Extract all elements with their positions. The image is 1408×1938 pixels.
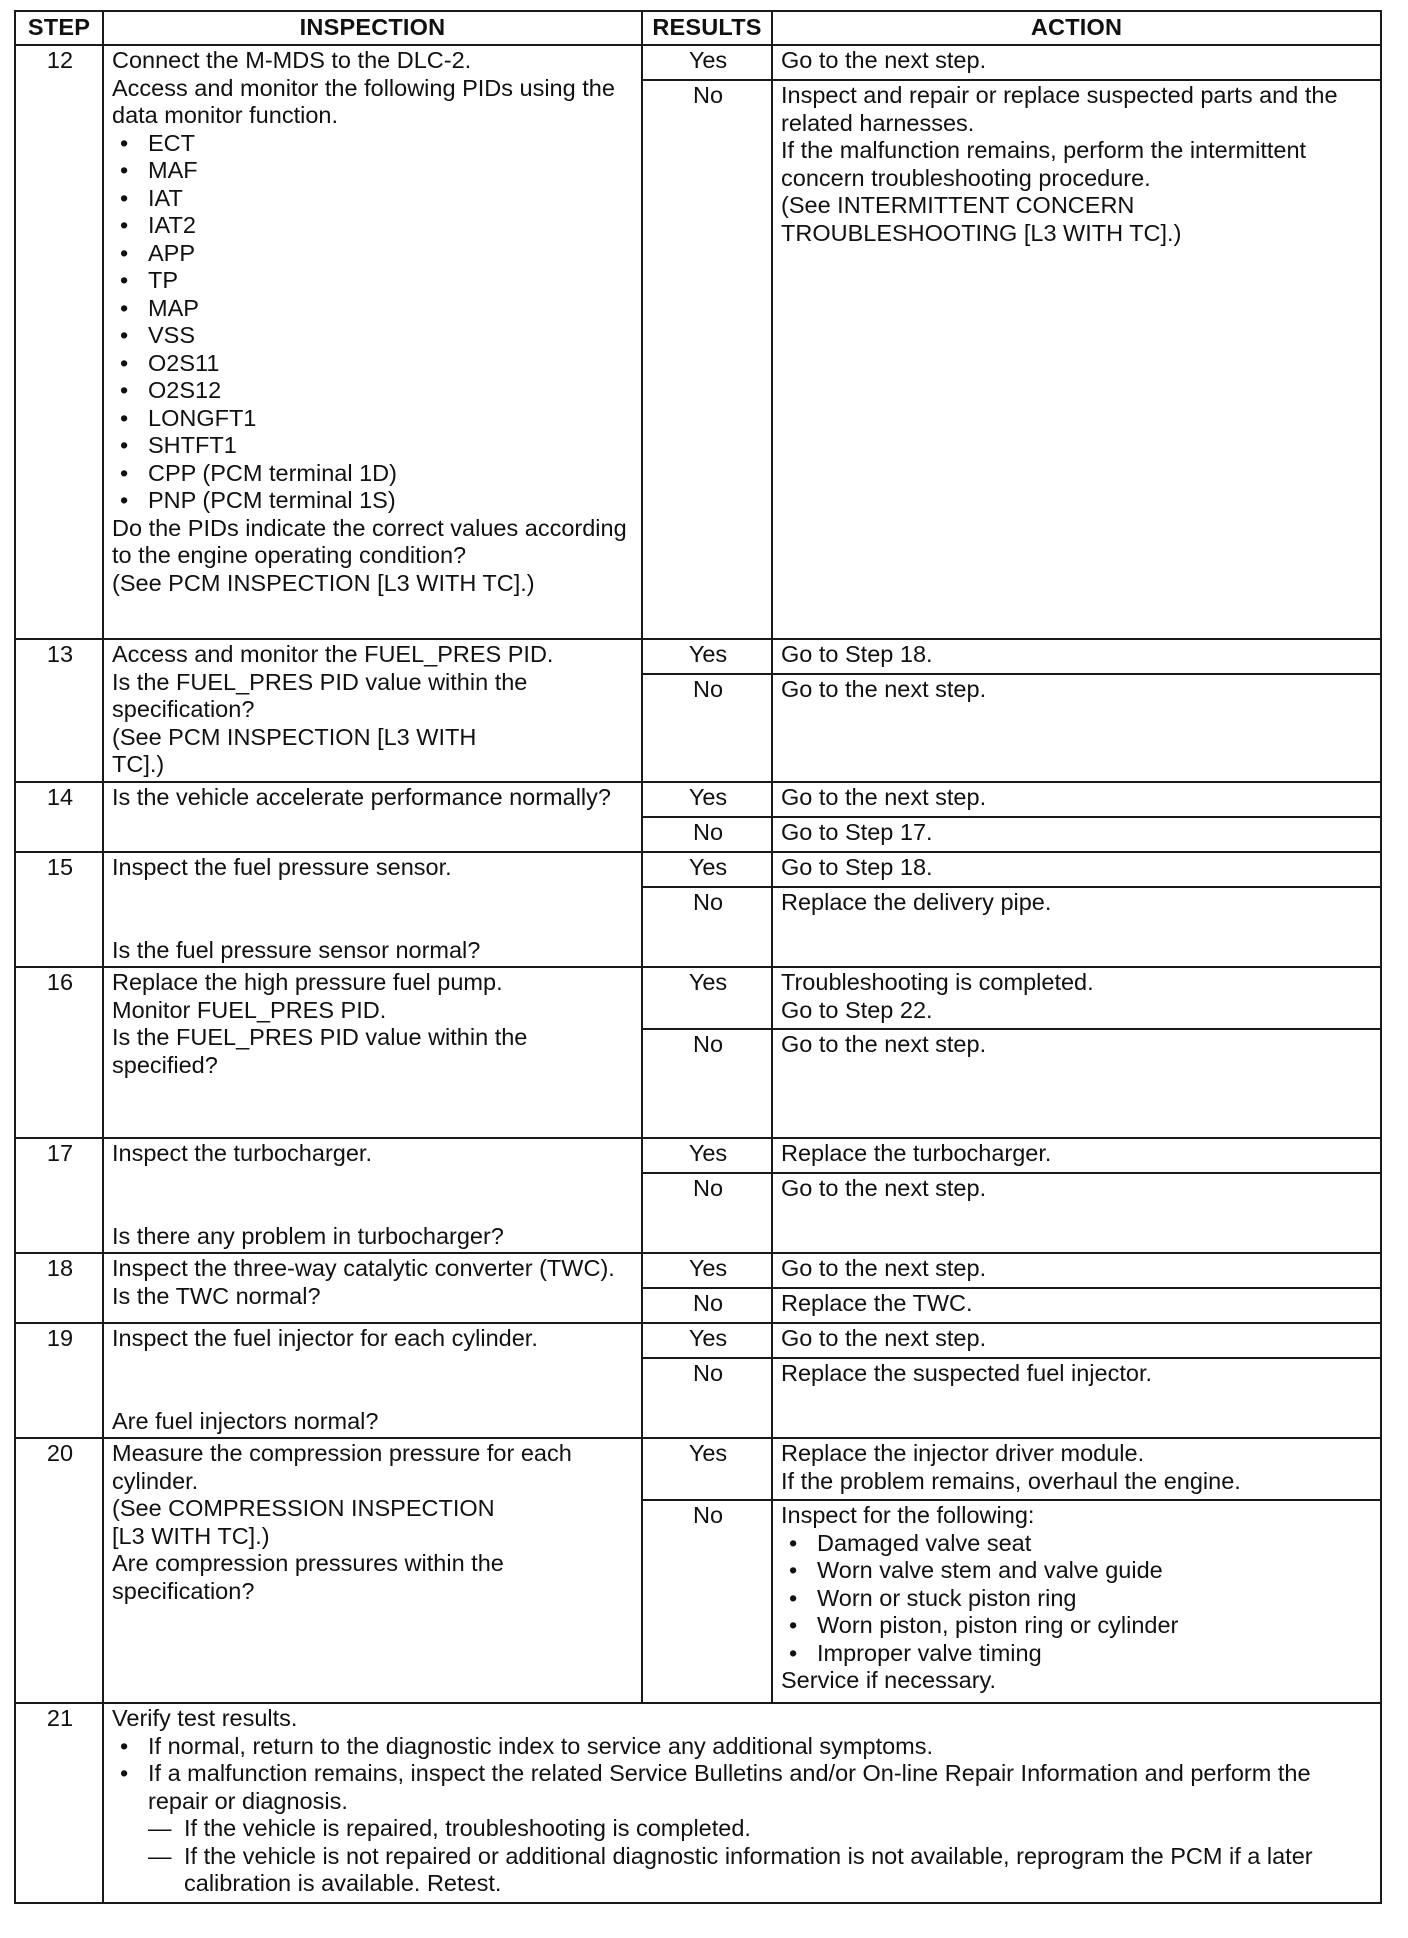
- action-yes: Go to the next step.: [772, 45, 1381, 80]
- inspection-line: Measure the compression pressure for each cylinder.: [112, 1440, 572, 1494]
- verify-item: [148, 1760, 1374, 1898]
- action-line: Troubleshooting is completed.: [781, 969, 1094, 995]
- verify-sublist: [148, 1815, 1374, 1898]
- action-no: [772, 1500, 1381, 1703]
- pid-item: • VSS: [148, 322, 635, 350]
- step-number: 19: [15, 1323, 103, 1438]
- result-yes: Yes: [642, 782, 772, 817]
- action-yes: [772, 1438, 1381, 1500]
- step-18-inspection: [103, 1253, 642, 1323]
- inspection-line: Is the FUEL_PRES PID value within the specification?: [112, 668, 528, 722]
- result-yes: Yes: [642, 967, 772, 1029]
- action-no: Go to the next step.: [772, 1029, 1381, 1138]
- inspect-item: • Worn valve stem and valve guide: [817, 1557, 1374, 1585]
- result-no: No: [642, 1500, 772, 1703]
- result-yes: Yes: [642, 1323, 772, 1358]
- step-16-inspection: [103, 967, 642, 1138]
- step-19-yes-row: [15, 1323, 1381, 1358]
- inspection-reference: (See PCM INSPECTION [L3 WITH TC].): [112, 723, 477, 777]
- step-number: 18: [15, 1253, 103, 1323]
- inspection-reference: (See PCM INSPECTION [L3 WITH TC].): [112, 569, 535, 596]
- action-line: (See INTERMITTENT CONCERN TROUBLESHOOTING [L3 WITH TC].): [781, 192, 1182, 246]
- step-17-yes-row: [15, 1138, 1381, 1173]
- action-yes: Go to the next step.: [772, 782, 1381, 817]
- header-inspection: INSPECTION: [103, 11, 642, 45]
- step-21-row: [15, 1703, 1381, 1903]
- action-yes: Go to the next step.: [772, 1323, 1381, 1358]
- inspect-item: • Damaged valve seat: [817, 1530, 1374, 1558]
- pid-item: • O2S11: [148, 350, 635, 378]
- step-18-yes-row: [15, 1253, 1381, 1288]
- result-yes: Yes: [642, 1253, 772, 1288]
- inspection-line: Monitor FUEL_PRES PID.: [112, 996, 387, 1023]
- result-no: No: [642, 80, 772, 639]
- header-step: STEP: [15, 11, 103, 45]
- pid-list: [112, 130, 635, 515]
- action-line: If the malfunction remains, perform the intermittent concern troubleshooting procedure.: [781, 137, 1307, 191]
- pid-item: • MAF: [148, 157, 635, 185]
- inspection-line: Access and monitor the FUEL_PRES PID.: [112, 641, 554, 667]
- step-number: 15: [15, 852, 103, 967]
- step-number: 14: [15, 782, 103, 852]
- inspection-line: Inspect the turbocharger.: [112, 1140, 372, 1166]
- inspection-question: Is the FUEL_PRES PID value within the specified?: [112, 1024, 528, 1078]
- result-no: No: [642, 1358, 772, 1438]
- action-line: Service if necessary.: [781, 1667, 997, 1693]
- inspection-question: Are fuel injectors normal?: [112, 1407, 379, 1434]
- action-yes: Replace the turbocharger.: [772, 1138, 1381, 1173]
- step-13-yes-row: [15, 639, 1381, 674]
- result-no: No: [642, 817, 772, 852]
- inspection-question: Is the TWC normal?: [112, 1282, 321, 1309]
- inspection-line: Inspect the fuel injector for each cylinder.: [112, 1325, 538, 1351]
- action-yes: [772, 967, 1381, 1029]
- inspection-line: Replace the high pressure fuel pump.: [112, 969, 503, 995]
- action-yes: Go to Step 18.: [772, 852, 1381, 887]
- inspect-item: • Worn or stuck piston ring: [817, 1585, 1374, 1613]
- pid-item: • APP: [148, 240, 635, 268]
- inspection-line: Access and monitor the following PIDs using the data monitor function.: [112, 74, 615, 128]
- inspection-line: Inspect the fuel pressure sensor.: [112, 854, 452, 880]
- inspection-question: Is the fuel pressure sensor normal?: [112, 936, 481, 963]
- inspect-item-list: [781, 1530, 1374, 1668]
- pid-item: • IAT: [148, 185, 635, 213]
- header-action: ACTION: [772, 11, 1381, 45]
- inspection-line: Connect the M-MDS to the DLC-2.: [112, 47, 472, 73]
- action-line: Replace the injector driver module.: [781, 1440, 1145, 1466]
- pid-item: • PNP (PCM terminal 1S): [148, 487, 635, 515]
- step-19-inspection: [103, 1323, 642, 1438]
- step-15-yes-row: [15, 852, 1381, 887]
- verify-subitem: — If the vehicle is not repaired or additional diagnostic information is not available, reprogram the PCM if a later calibration is available. Retest.: [184, 1843, 1374, 1898]
- step-number: 21: [15, 1703, 103, 1903]
- pid-item: • CPP (PCM terminal 1D): [148, 460, 635, 488]
- header-results: RESULTS: [642, 11, 772, 45]
- step-14-yes-row: [15, 782, 1381, 817]
- action-no: Go to the next step.: [772, 1173, 1381, 1253]
- pid-item: • MAP: [148, 295, 635, 323]
- result-no: No: [642, 887, 772, 967]
- verify-item-text: If a malfunction remains, inspect the related Service Bulletins and/or On-line Repair Information and perform the repair or diagnosis.: [148, 1760, 1311, 1814]
- step-21-inspection: [103, 1703, 1381, 1903]
- action-no: Go to Step 17.: [772, 817, 1381, 852]
- result-yes: Yes: [642, 852, 772, 887]
- action-no: [772, 80, 1381, 639]
- inspect-item: • Improper valve timing: [817, 1640, 1374, 1668]
- step-20-inspection: [103, 1438, 642, 1703]
- result-yes: Yes: [642, 1138, 772, 1173]
- result-yes: Yes: [642, 1438, 772, 1500]
- action-no: Replace the delivery pipe.: [772, 887, 1381, 967]
- inspection-question: Is there any problem in turbocharger?: [112, 1222, 504, 1249]
- action-line: Inspect for the following:: [781, 1502, 1035, 1528]
- inspection-line: Inspect the three-way catalytic converter (TWC).: [112, 1255, 615, 1281]
- result-yes: Yes: [642, 639, 772, 674]
- inspection-line: Verify test results.: [112, 1705, 298, 1731]
- step-17-inspection: [103, 1138, 642, 1253]
- verify-subitem: — If the vehicle is repaired, troubleshooting is completed.: [184, 1815, 1374, 1843]
- step-14-inspection: [103, 782, 642, 852]
- inspection-question: Are compression pressures within the specification?: [112, 1550, 504, 1604]
- action-yes: Go to Step 18.: [772, 639, 1381, 674]
- result-yes: Yes: [642, 45, 772, 80]
- action-no: Go to the next step.: [772, 674, 1381, 782]
- inspection-line: Is the vehicle accelerate performance normally?: [112, 784, 611, 810]
- step-20-yes-row: [15, 1438, 1381, 1500]
- action-line: Inspect and repair or replace suspected parts and the related harnesses.: [781, 82, 1338, 136]
- header-row: [15, 11, 1381, 45]
- troubleshooting-table: [14, 10, 1382, 1904]
- action-yes: Go to the next step.: [772, 1253, 1381, 1288]
- action-no: Replace the TWC.: [772, 1288, 1381, 1323]
- result-no: No: [642, 1029, 772, 1138]
- step-16-yes-row: [15, 967, 1381, 1029]
- step-13-inspection: [103, 639, 642, 782]
- result-no: No: [642, 1173, 772, 1253]
- verify-list: [112, 1733, 1374, 1898]
- step-15-inspection: [103, 852, 642, 967]
- step-number: 12: [15, 45, 103, 639]
- pid-item: • ECT: [148, 130, 635, 158]
- step-12-inspection: [103, 45, 642, 639]
- inspection-question: Do the PIDs indicate the correct values according to the engine operating condition?: [112, 514, 627, 568]
- pid-item: • LONGFT1: [148, 405, 635, 433]
- inspection-reference: (See COMPRESSION INSPECTION [L3 WITH TC].): [112, 1495, 495, 1549]
- verify-item: • If normal, return to the diagnostic index to service any additional symptoms.: [148, 1733, 1374, 1761]
- step-12-yes-row: [15, 45, 1381, 80]
- action-line: If the problem remains, overhaul the engine.: [781, 1467, 1241, 1494]
- action-no: Replace the suspected fuel injector.: [772, 1358, 1381, 1438]
- step-number: 13: [15, 639, 103, 782]
- step-number: 20: [15, 1438, 103, 1703]
- step-number: 16: [15, 967, 103, 1138]
- pid-item: • TP: [148, 267, 635, 295]
- pid-item: • IAT2: [148, 212, 635, 240]
- inspect-item: • Worn piston, piston ring or cylinder: [817, 1612, 1374, 1640]
- pid-item: • O2S12: [148, 377, 635, 405]
- result-no: No: [642, 674, 772, 782]
- action-line: Go to Step 22.: [781, 996, 933, 1023]
- result-no: No: [642, 1288, 772, 1323]
- step-number: 17: [15, 1138, 103, 1253]
- pid-item: • SHTFT1: [148, 432, 635, 460]
